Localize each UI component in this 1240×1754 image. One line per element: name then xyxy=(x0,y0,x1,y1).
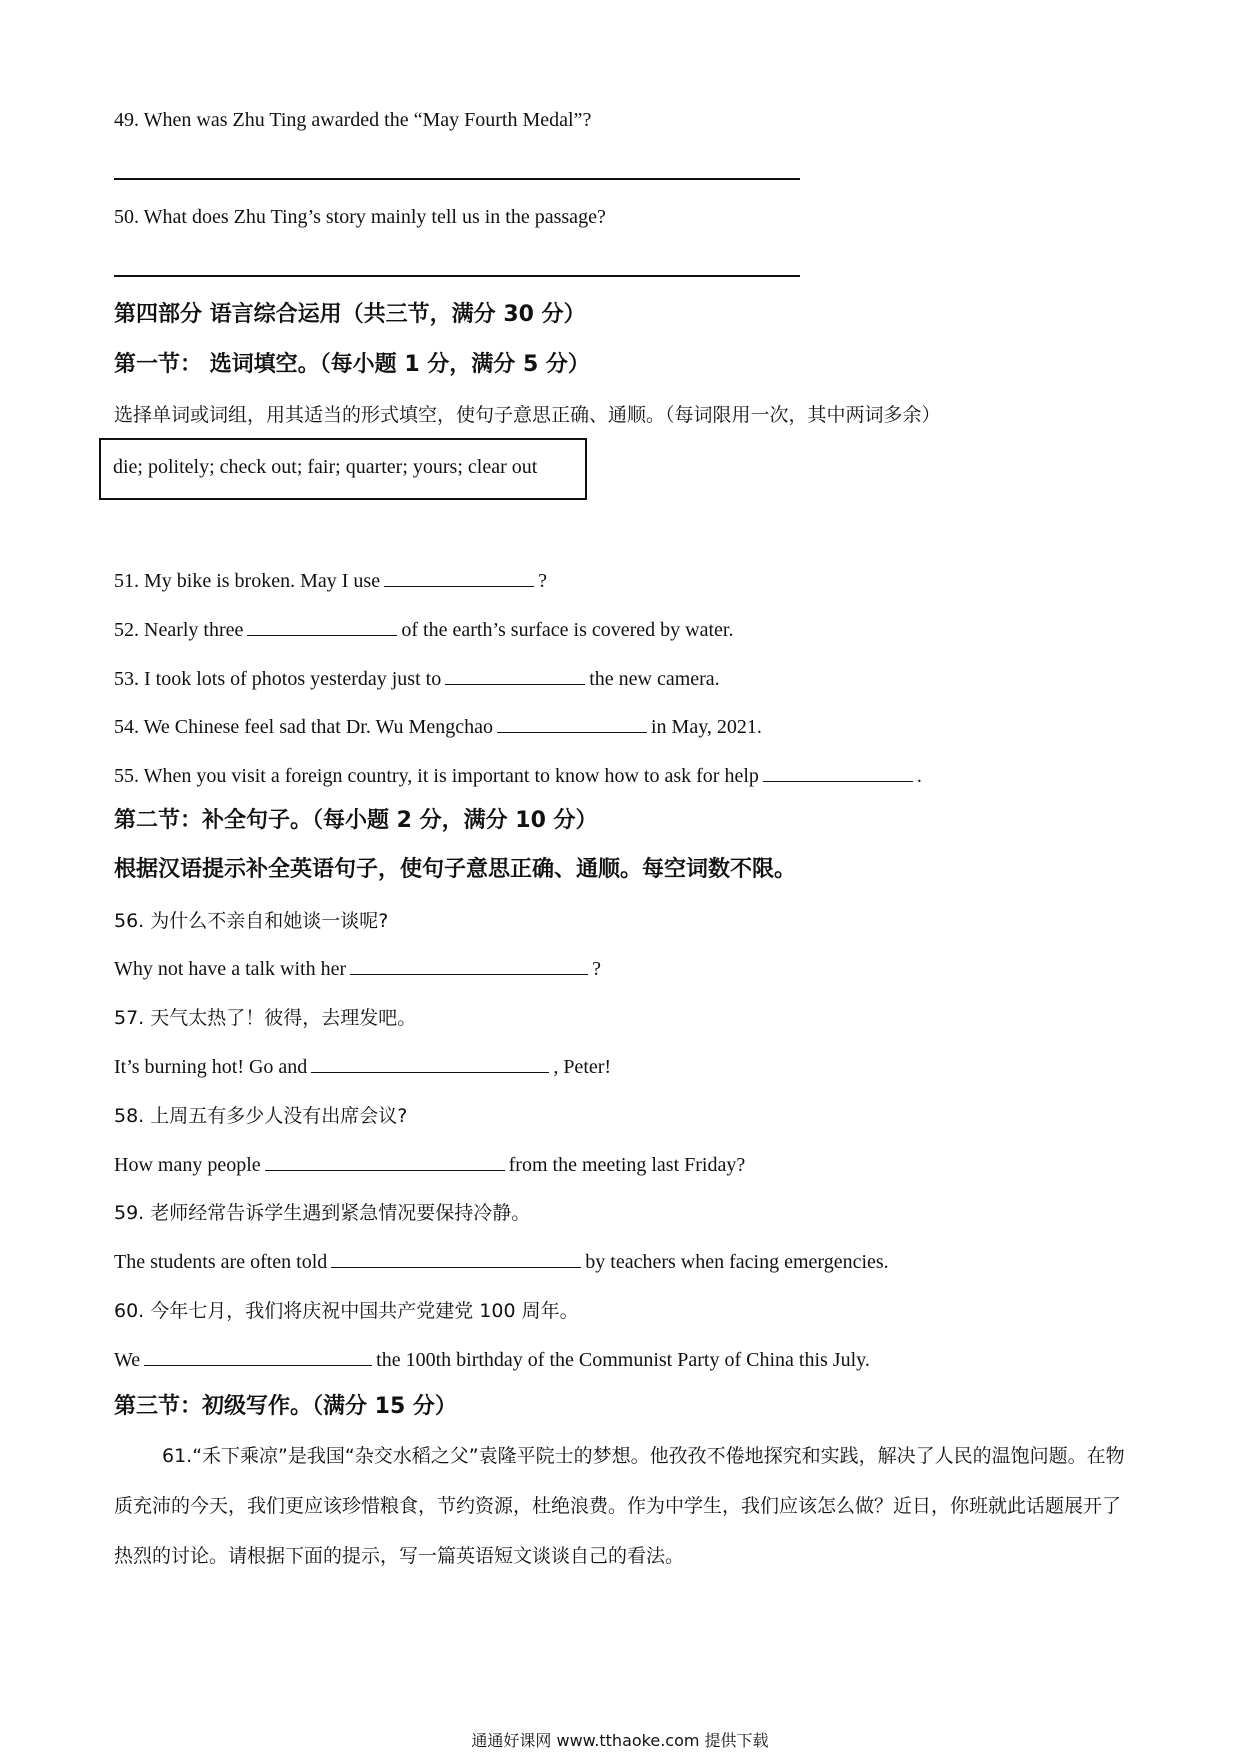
word-bank-box xyxy=(99,438,587,500)
fill-53-tail: the new camera. xyxy=(589,668,720,690)
complete-question-57 xyxy=(114,1053,611,1081)
section1-instructions: 选择单词或词组，用其适当的形式填空，使句子意思正确、通顺。（每词限用一次，其中两词多余） xyxy=(114,404,941,426)
fill-52-text: 52. Nearly three xyxy=(114,619,244,641)
complete-question-59 xyxy=(114,1248,889,1276)
complete-60-cn: 60. 今年七月，我们将庆祝中国共产党建党 100 周年。 xyxy=(114,1300,579,1322)
fill-53-blank[interactable] xyxy=(445,666,585,685)
section1-title: 第一节： 选词填空。（每小题 1 分，满分 5 分） xyxy=(114,352,590,377)
complete-59-blank[interactable] xyxy=(331,1249,581,1268)
fill-question-53 xyxy=(114,665,720,693)
complete-56-cn: 56. 为什么不亲自和她谈一谈呢? xyxy=(114,910,389,932)
complete-57-tail: , Peter! xyxy=(553,1056,612,1078)
fill-52-tail: of the earth’s surface is covered by water. xyxy=(401,619,734,641)
writing-prompt: 61.“禾下乘凉”是我国“杂交水稻之父”袁隆平院士的梦想。他孜孜不倦地探究和实践，解决了人民的温饱问题。在物质充沛的今天，我们更应该珍惜粮食，节约资源，杜绝浪费。作为中学生，我们应该怎么做？近日，你班就此话题展开了热烈的讨论。请根据下面的提示，写一篇英语短文谈谈自己的看法。 xyxy=(114,1445,1125,1567)
complete-58-text: How many people xyxy=(114,1154,261,1176)
fill-55-tail: . xyxy=(916,765,922,787)
complete-59-tail: by teachers when facing emergencies. xyxy=(585,1251,889,1273)
word-bank-text: die; politely; check out; fair; quarter; yours; clear out xyxy=(113,456,538,478)
complete-57-cn: 57. 天气太热了！彼得，去理发吧。 xyxy=(114,1007,417,1029)
part4-title: 第四部分 语言综合运用（共三节，满分 30 分） xyxy=(114,302,586,327)
fill-54-blank[interactable] xyxy=(497,714,647,733)
fill-51-blank[interactable] xyxy=(384,568,534,587)
complete-question-58 xyxy=(114,1151,745,1179)
complete-58-cn: 58. 上周五有多少人没有出席会议? xyxy=(114,1105,408,1127)
answer-line-50 xyxy=(114,275,800,277)
question-50: 50. What does Zhu Ting’s story mainly tell us in the passage? xyxy=(114,206,606,228)
fill-54-text: 54. We Chinese feel sad that Dr. Wu Mengchao xyxy=(114,716,493,738)
complete-59-text: The students are often told xyxy=(114,1251,328,1273)
fill-question-51 xyxy=(114,567,547,595)
section2-instructions: 根据汉语提示补全英语句子，使句子意思正确、通顺。每空词数不限。 xyxy=(114,857,797,882)
complete-60-text: We xyxy=(114,1349,141,1371)
fill-51-tail: ? xyxy=(538,570,547,592)
complete-57-text: It’s burning hot! Go and xyxy=(114,1056,308,1078)
answer-line-49 xyxy=(114,178,800,180)
complete-question-60 xyxy=(114,1346,870,1374)
section3-title: 第三节：初级写作。（满分 15 分） xyxy=(114,1394,457,1419)
complete-60-tail: the 100th birthday of the Communist Party of China this July. xyxy=(376,1349,870,1371)
complete-60-blank[interactable] xyxy=(144,1347,372,1366)
complete-57-blank[interactable] xyxy=(311,1054,549,1073)
complete-59-cn: 59. 老师经常告诉学生遇到紧急情况要保持冷静。 xyxy=(114,1202,531,1224)
complete-56-blank[interactable] xyxy=(350,956,588,975)
fill-55-blank[interactable] xyxy=(763,763,913,782)
fill-52-blank[interactable] xyxy=(247,617,397,636)
complete-question-56 xyxy=(114,955,601,983)
fill-question-54 xyxy=(114,713,762,741)
question-49: 49. When was Zhu Ting awarded the “May Fourth Medal”? xyxy=(114,109,592,131)
page-footer: 通通好课网 www.tthaoke.com 提供下载 xyxy=(471,1731,769,1750)
complete-58-tail: from the meeting last Friday? xyxy=(508,1154,746,1176)
complete-56-text: Why not have a talk with her xyxy=(114,958,347,980)
fill-55-text: 55. When you visit a foreign country, it is important to know how to ask for help xyxy=(114,765,759,787)
fill-53-text: 53. I took lots of photos yesterday just to xyxy=(114,668,442,690)
fill-question-52 xyxy=(114,616,733,644)
section2-title: 第二节：补全句子。（每小题 2 分，满分 10 分） xyxy=(114,808,598,833)
fill-54-tail: in May, 2021. xyxy=(650,716,762,738)
complete-56-tail: ? xyxy=(592,958,602,980)
fill-51-text: 51. My bike is broken. May I use xyxy=(114,570,381,592)
fill-question-55 xyxy=(114,762,922,790)
complete-58-blank[interactable] xyxy=(265,1152,505,1171)
